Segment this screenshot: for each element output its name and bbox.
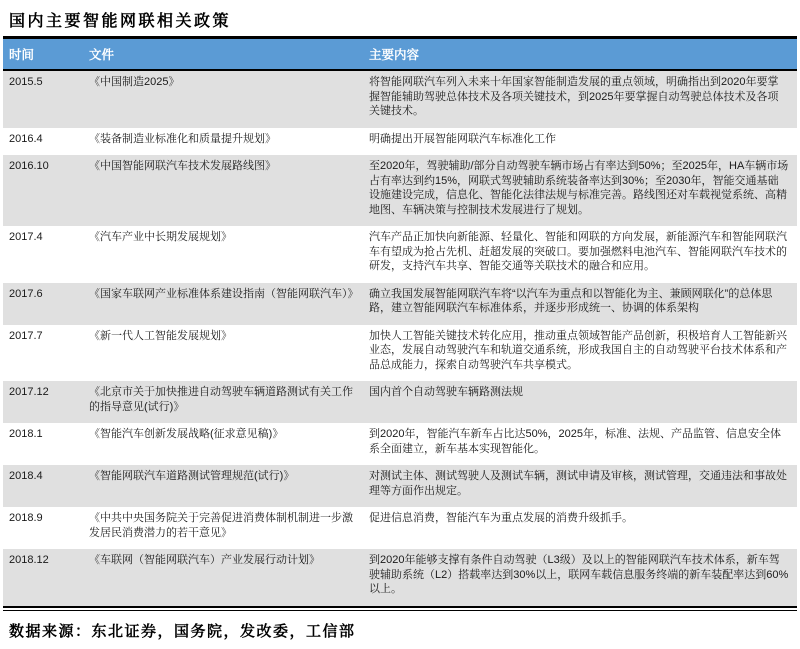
policy-doc-cell: 《车联网（智能网联汽车）产业发展行动计划》 xyxy=(89,554,320,567)
policy-time-cell: 2016.10 xyxy=(9,160,49,173)
table-row xyxy=(3,507,797,549)
policy-doc-cell: 《中国制造2025》 xyxy=(89,76,180,88)
table-header-row xyxy=(3,38,797,71)
policy-time-cell: 2017.12 xyxy=(9,386,49,399)
policy-content-cell: 明确提出开展智能网联汽车标准化工作 xyxy=(369,132,556,145)
policy-time-cell: 2017.7 xyxy=(9,329,43,342)
policy-time-cell: 2017.6 xyxy=(9,287,43,300)
policy-doc-cell: 《装备制造业标准化和质量提升规划》 xyxy=(89,132,276,145)
table-row xyxy=(3,325,797,382)
table-body xyxy=(3,70,797,607)
policy-doc-cell: 《国家车联网产业标准体系建设指南（智能网联汽车）》 xyxy=(89,287,359,300)
policy-table xyxy=(3,36,797,608)
page-title: 国内主要智能网联相关政策 xyxy=(9,13,232,30)
policy-time-cell: 2018.9 xyxy=(9,512,43,525)
policy-time-cell: 2018.4 xyxy=(9,470,43,483)
policy-doc-cell: 《中国智能网联汽车技术发展路线图》 xyxy=(89,160,276,173)
policy-time-cell: 2018.1 xyxy=(9,428,43,441)
policy-doc-cell: 《汽车产业中长期发展规划》 xyxy=(89,231,232,244)
data-source-note: 数据来源：东北证券，国务院，发改委，工信部 xyxy=(9,623,356,640)
policy-content-cell: 到2020年，智能汽车新车占比达50%，2025年，标准、法规、产品监管、信息安全体系全面建立，新车基本实现智能化。 xyxy=(369,428,781,455)
table-row xyxy=(3,381,797,423)
policy-time-cell: 2016.4 xyxy=(9,132,43,145)
table-row xyxy=(3,549,797,607)
policy-content-cell: 确立我国发展智能网联汽车将“以汽车为重点和以智能化为主、兼顾网联化”的总体思路，建立智能网联汽车标准体系，并逐步形成统一、协调的体系架构 xyxy=(369,287,773,315)
table-row xyxy=(3,128,797,156)
column-header-main-content: 主要内容 xyxy=(363,38,797,71)
policy-content-cell: 加快人工智能关键技术转化应用，推动重点领域智能产品创新，积极培育人工智能新兴业态，发展自动驾驶汽车和轨道交通系统，形成我国自主的自动驾驶平台技术体系和产品总成能力，探索自动驾驶汽车共享模式。 xyxy=(369,329,787,371)
table-row xyxy=(3,70,797,128)
table-row xyxy=(3,226,797,283)
table-row xyxy=(3,283,797,325)
policy-content-cell: 至2020年，驾驶辅助/部分自动驾驶车辆市场占有率达到50%；至2025年，HA车辆市场占有率达到约15%，网联式驾驶辅助系统装备率达到30%；至2030年，智能交通基础设施建设完成，信息化、智能化法律法规与标准完善。路线图还对车载视觉系统、高精地图、车辆决策与控制技术发展进行了规划。 xyxy=(369,160,789,216)
column-header-time: 时间 xyxy=(3,38,83,71)
policy-doc-cell: 《新一代人工智能发展规划》 xyxy=(89,329,232,342)
policy-content-cell: 国内首个自动驾驶车辆路测法规 xyxy=(369,386,523,399)
table-row xyxy=(3,155,797,226)
policy-doc-cell: 《北京市关于加快推进自动驾驶车辆道路测试有关工作的指导意见(试行)》 xyxy=(89,386,353,413)
policy-content-cell: 将智能网联汽车列入未来十年国家智能制造发展的重点领域，明确指出到2020年要掌握智能辅助驾驶总体技术及各项关键技术，到2025年要掌握自动驾驶总体技术及各项关键技术。 xyxy=(369,76,779,118)
column-header-document: 文件 xyxy=(83,38,363,71)
policy-time-cell: 2018.12 xyxy=(9,554,49,567)
policy-table-container xyxy=(3,36,797,611)
policy-content-cell: 促进信息消费，智能汽车为重点发展的消费升级抓手。 xyxy=(369,512,633,525)
policy-doc-cell: 《中共中央国务院关于完善促进消费体制机制进一步激发居民消费潜力的若干意见》 xyxy=(89,512,353,539)
policy-doc-cell: 《智能汽车创新发展战略(征求意见稿)》 xyxy=(89,428,284,441)
policy-doc-cell: 《智能网联汽车道路测试管理规范(试行)》 xyxy=(89,470,295,483)
table-header xyxy=(3,38,797,71)
table-row xyxy=(3,465,797,507)
policy-content-cell: 到2020年能够支撑有条件自动驾驶（L3级）及以上的智能网联汽车技术体系，新车驾驶辅助系统（L2）搭载率达到30%以上，联网车载信息服务终端的新车装配率达到60%以上。 xyxy=(369,554,789,596)
policy-time-cell: 2017.4 xyxy=(9,231,43,244)
policy-content-cell: 汽车产品正加快向新能源、轻量化、智能和网联的方向发展，新能源汽车和智能网联汽车有望成为抢占先机、赶超发展的突破口。要加强燃料电池汽车、智能网联汽车技术的研发，支持汽车共享、智能交通等关联技术的融合和应用。 xyxy=(369,231,787,273)
policy-time-cell: 2015.5 xyxy=(9,76,43,88)
table-row xyxy=(3,423,797,465)
policy-content-cell: 对测试主体、测试驾驶人及测试车辆，测试申请及审核，测试管理，交通违法和事故处理等方面作出规定。 xyxy=(369,470,787,497)
